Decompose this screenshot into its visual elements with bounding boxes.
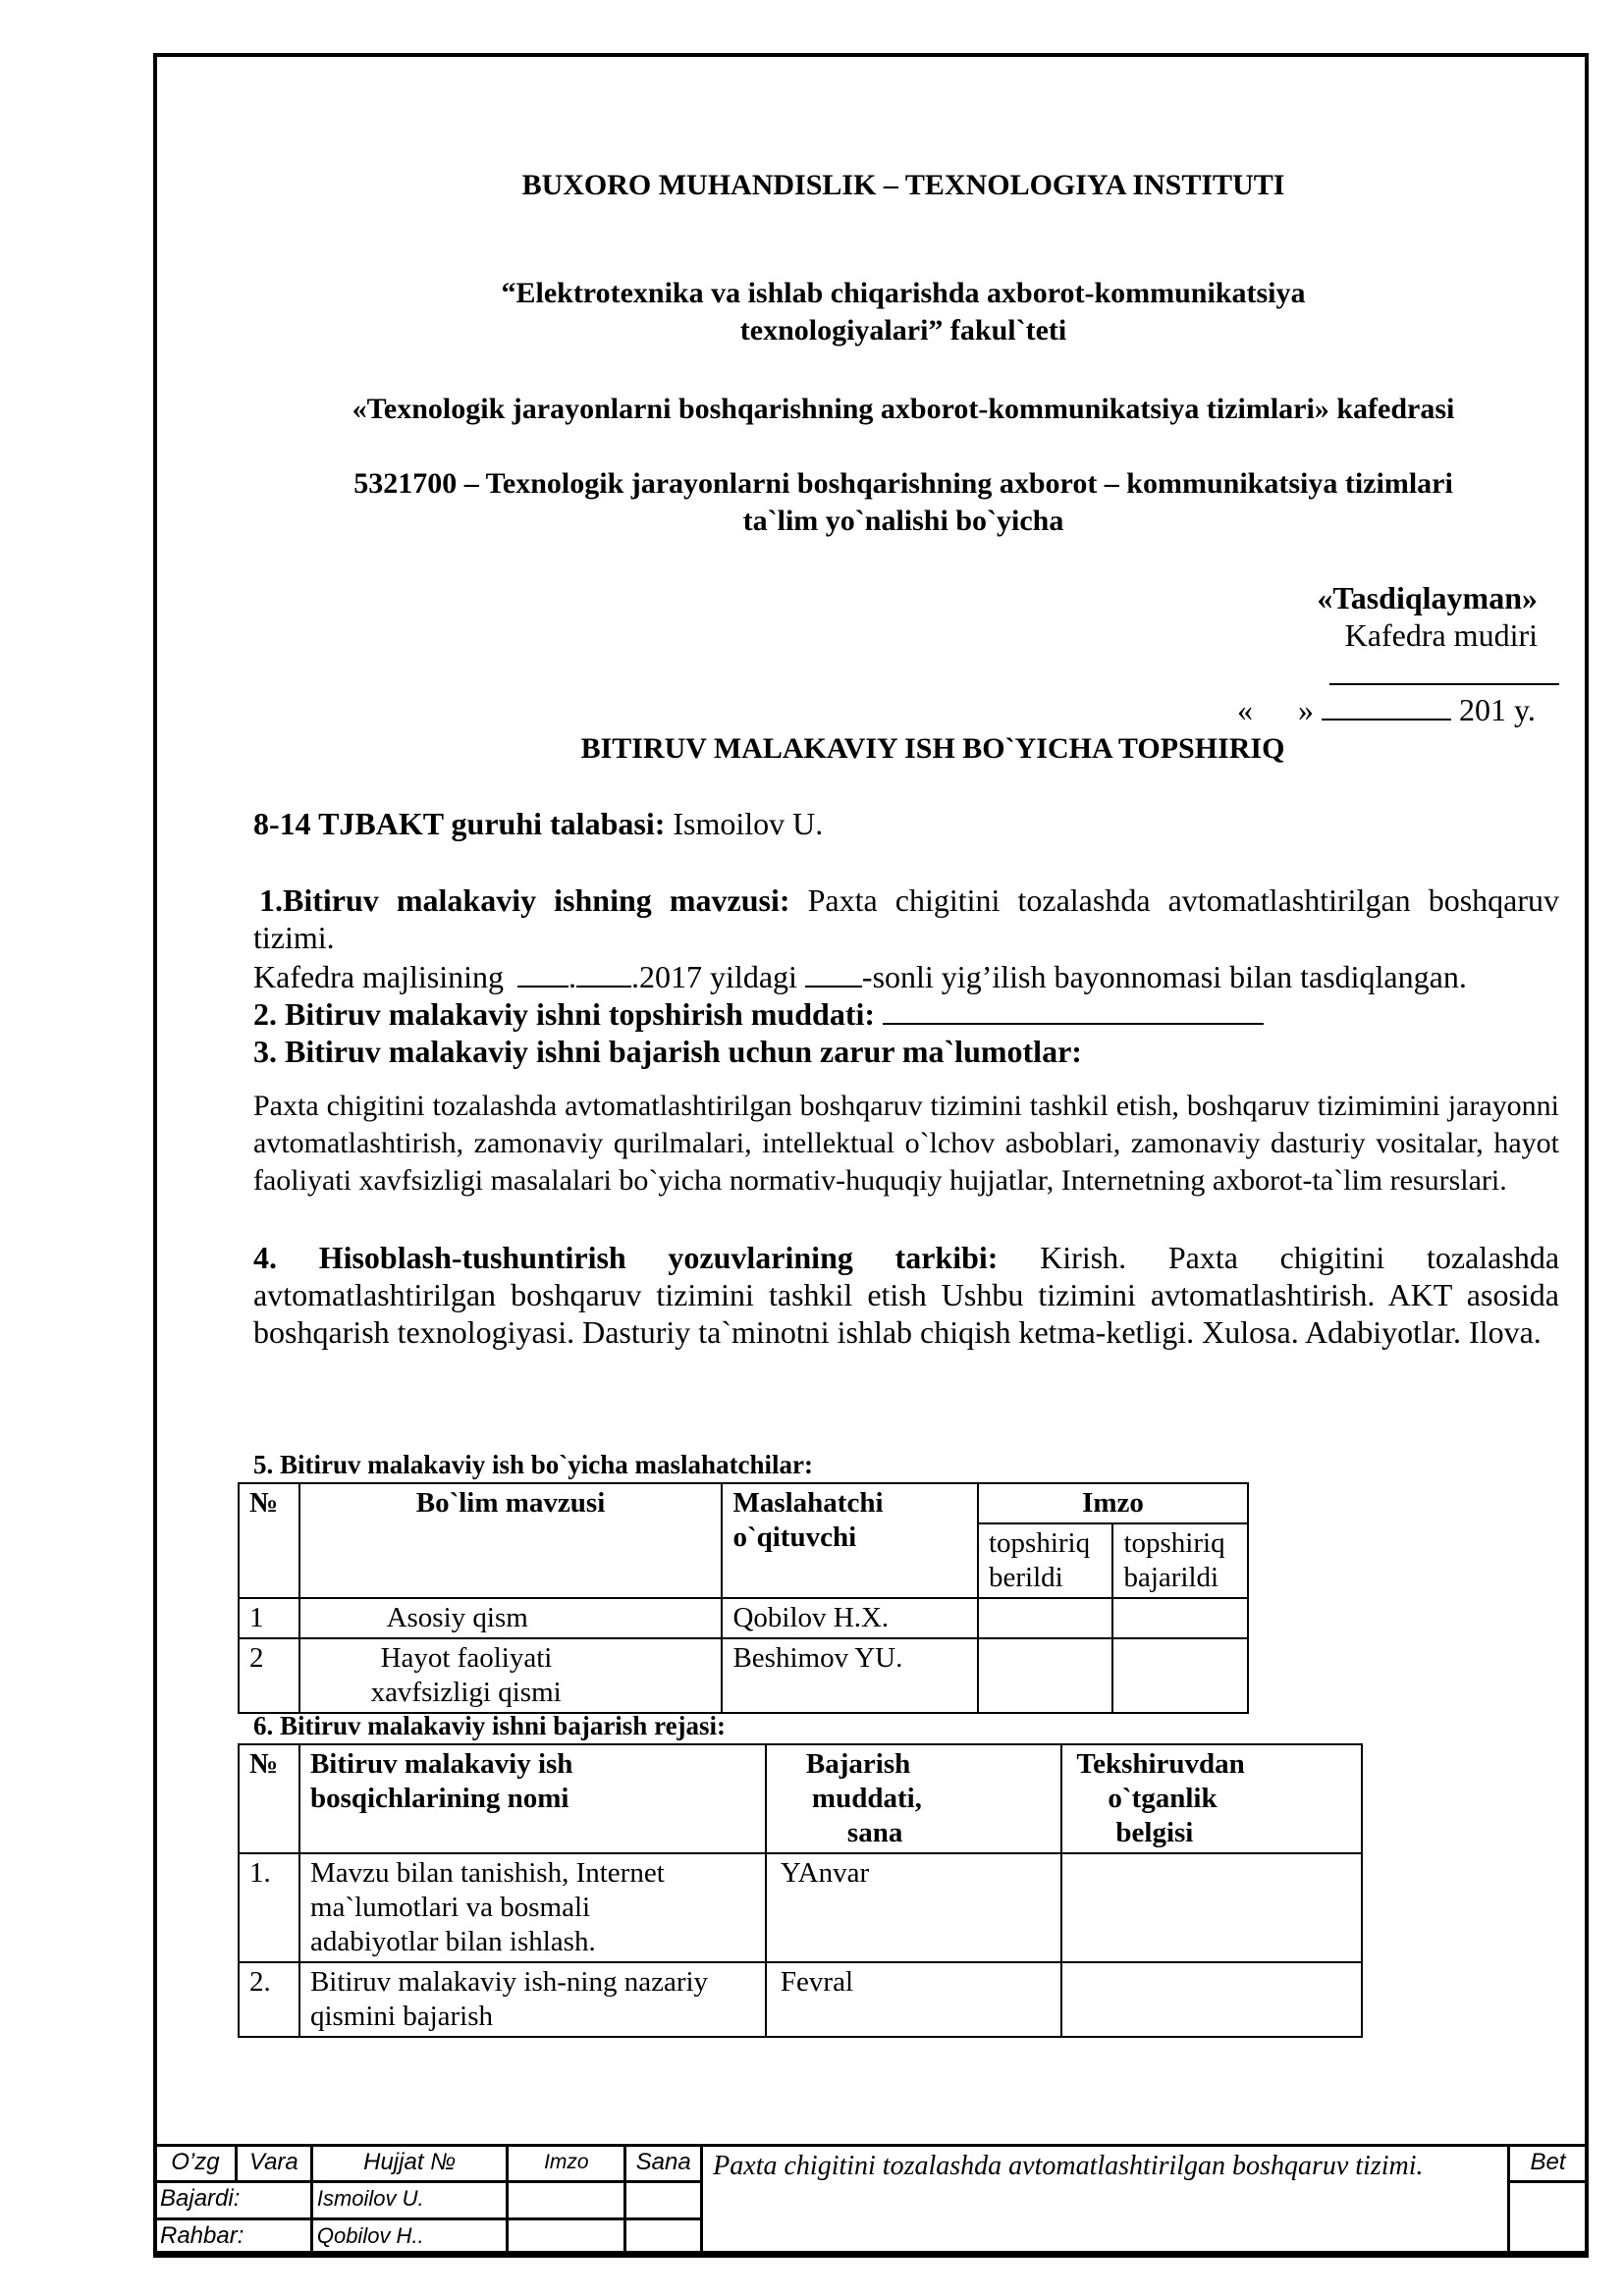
table-row: [239, 1962, 1362, 2037]
stamp-vara: Vara: [236, 2146, 311, 2182]
student-name: Ismoilov U.: [673, 806, 824, 841]
topic-paragraph: [253, 881, 1559, 956]
stamp-bajardi-date: [625, 2182, 702, 2219]
term-header-l1: Bajarish: [805, 1748, 911, 1780]
title-block: [153, 2144, 1589, 2258]
direction-line-1: 5321700 – Texnologik jarayonlarni boshqarishning axborot – kommunikatsiya tizimlari: [353, 467, 1453, 500]
plan-row-check-cell: [1061, 1962, 1362, 2037]
plan-row-stage-l2: qismini bajarish: [309, 2001, 494, 2032]
plan-row-check-cell: [1061, 1853, 1362, 1962]
plan-row-stage: [299, 1962, 766, 2037]
faculty-line-2: texnologiyalari” fakul`teti: [739, 314, 1067, 347]
check-header-l1: Tekshiruvdan: [1076, 1748, 1245, 1780]
stage-header-l1: Bitiruv malakaviy ish: [309, 1748, 573, 1780]
assignment-title: BITIRUV MALAKAVIY ISH BO`YICHA TOPSHIRIQ: [580, 732, 1285, 765]
term-header-l2: muddati,: [811, 1783, 922, 1814]
table-row: [239, 1598, 1248, 1638]
plan-row-stage-l1: Bitiruv malakaviy ish-ning nazariy: [309, 1966, 709, 1998]
col-given-header: [978, 1523, 1112, 1598]
plan-row-stage-l1: Mavzu bilan tanishish, Internet: [309, 1857, 665, 1889]
given-header-l1: topshiriq: [988, 1527, 1091, 1559]
deadline-label: 2. Bitiruv malakaviy ishni topshirish muddati:: [253, 996, 876, 1032]
meeting-day-blank: [517, 958, 568, 988]
stamp-bajardi-sign: [508, 2182, 625, 2219]
faculty-line-1: “Elektrotexnika va ishlab chiqarishda axborot-kommunikatsiya: [501, 277, 1306, 309]
department-name: «Texnologik jarayonlarni boshqarishning axborot-kommunikatsiya tizimlari» kafedrasi: [352, 393, 1455, 425]
plan-col-stage-header: [299, 1744, 766, 1853]
meeting-text-b: .2017 yildagi: [631, 959, 797, 994]
advisor-header-l2: o`qituvchi: [732, 1522, 857, 1553]
row-done-cell: [1112, 1598, 1248, 1638]
plan-col-check-header: [1061, 1744, 1362, 1853]
content-text: Kirish. Paxta chigitini tozalashda avtomatlashtirilgan boshqaruv tizimini tashkil etish Ushbu tizimini avtomatlashtirish. AKT asosida boshqarish texnologiyasi. Dasturiy ta`minotni ishlab chiqish ketma-ketligi. Xulosa. Adabiyotlar. Ilova.: [253, 1240, 1560, 1350]
plan-col-num-header: №: [239, 1744, 299, 1853]
check-header-l3: belgisi: [1115, 1817, 1194, 1848]
table-row: [239, 1853, 1362, 1962]
direction-line-2: ta`lim yo`nalishi bo`yicha: [742, 505, 1064, 537]
meeting-line: Kafedra majlisining . .2017 yildagi -sonli yig’ilish bayonnomasi bilan tasdiqlangan.: [253, 959, 1467, 994]
row-num: 1: [239, 1598, 299, 1638]
done-header-l2: bajarildi: [1123, 1562, 1219, 1593]
plan-row-stage-l2: ma`lumotlari va bosmali: [309, 1892, 591, 1923]
date-close-quote: »: [1298, 692, 1314, 727]
plan-row-stage-l3: adabiyotlar bilan ishlash.: [309, 1926, 596, 1957]
stamp-rahbar-label: Rahbar:: [155, 2219, 312, 2257]
row-advisor: Beshimov YU.: [722, 1638, 978, 1713]
col-advisor-header: [722, 1483, 978, 1598]
topic-text: Paxta chigitini tozalashda avtomatlashtirilgan boshqaruv tizimi.: [253, 882, 1560, 955]
data-text: Paxta chigitini tozalashda avtomatlashtirilgan boshqaruv tizimini tashkil etish, boshqaruv tizimimini jarayonni avtomatlashtirish, zamonaviy qurilmalari, intellektual o`lchov asboblari, zamonaviy dasturiy vositalar, hayot faoliyati xavfsizligi masalalari bo`yicha normativ-huquqiy hujjatlar, Internetning axborot-ta`lim resurslari.: [253, 1090, 1559, 1197]
content-label: 4. Hisoblash-tushuntirish yozuvlarining tarkibi:: [253, 1240, 999, 1275]
given-header-l2: berildi: [988, 1562, 1063, 1593]
topic-label: 1.Bitiruv malakaviy ishning mavzusi:: [259, 882, 790, 918]
advisor-header-l1: Maslahatchi: [732, 1487, 884, 1519]
student-line: [253, 805, 823, 842]
stamp-bet: Bet: [1509, 2146, 1588, 2182]
row-num: 2: [239, 1638, 299, 1713]
stamp-sana: Sana: [625, 2146, 702, 2182]
approval-date: [1237, 691, 1536, 728]
plan-row-stage: [299, 1853, 766, 1962]
stamp-imzo: Imzo: [508, 2146, 625, 2182]
plan-col-term-header: [766, 1744, 1061, 1853]
approval-year: 201 y.: [1459, 692, 1536, 727]
group-label: 8-14 TJBAKT guruhi talabasi:: [253, 806, 666, 841]
col-section-header: [299, 1483, 723, 1598]
row-advisor: Qobilov H.X.: [722, 1598, 978, 1638]
row-section: [299, 1638, 723, 1713]
stamp-bajardi-label: Bajardi:: [155, 2182, 312, 2219]
col-num-header: №: [239, 1483, 299, 1598]
table-row: [239, 1638, 1248, 1713]
meeting-text-a: Kafedra majlisining: [253, 959, 505, 994]
plan-title: 6. Bitiruv malakaviy ishni bajarish rejasi:: [253, 1711, 727, 1740]
stamp-ozg: O’zg: [155, 2146, 237, 2182]
stamp-page-number: [1509, 2182, 1588, 2257]
col-signature-header: Imzo: [978, 1483, 1248, 1523]
stamp-rahbar-sign: [508, 2219, 625, 2257]
row-given-cell: [978, 1638, 1112, 1713]
stage-header-l2: bosqichlarining nomi: [309, 1783, 569, 1814]
data-label: 3. Bitiruv malakaviy ishni bajarish uchun zarur ma`lumotlar:: [253, 1034, 1082, 1069]
institute-name: BUXORO MUHANDISLIK – TEXNOLOGIYA INSTITUTI: [521, 169, 1285, 201]
row-done-cell: [1112, 1638, 1248, 1713]
meeting-text-c: -sonli yig’ilish bayonnomasi bilan tasdiqlangan.: [861, 959, 1467, 994]
done-header-l1: topshiriq: [1123, 1527, 1225, 1559]
consultants-title: 5. Bitiruv malakaviy ish bo`yicha maslahatchilar:: [253, 1450, 814, 1479]
check-header-l2: o`tganlik: [1108, 1783, 1218, 1814]
row-section-l1: Hayot faoliyati: [380, 1642, 553, 1674]
date-open-quote: «: [1237, 692, 1253, 727]
plan-table: [238, 1743, 1363, 2038]
row-section: Asosiy qism: [299, 1598, 723, 1638]
date-blank: [1322, 691, 1451, 721]
plan-row-term: YAnvar: [766, 1853, 1061, 1962]
meeting-month-blank: [576, 958, 631, 988]
row-given-cell: [978, 1598, 1112, 1638]
term-header-l3: sana: [846, 1817, 903, 1848]
section-header-text: Bo`lim mavzusi: [415, 1487, 606, 1519]
consultants-table: [238, 1482, 1249, 1714]
stamp-hujjat: Hujjat №: [311, 2146, 508, 2182]
stamp-rahbar-date: [625, 2219, 702, 2257]
deadline-blank: [883, 995, 1264, 1025]
plan-row-num: 2.: [239, 1962, 299, 2037]
row-section-l2: xavfsizligi qismi: [370, 1677, 562, 1708]
plan-row-term: Fevral: [766, 1962, 1061, 2037]
content-paragraph: [253, 1239, 1559, 1351]
col-done-header: [1112, 1523, 1248, 1598]
stamp-title: Paxta chigitini tozalashda avtomatlashtirilgan boshqaruv tizimi.: [702, 2146, 1509, 2257]
stamp-rahbar-name: Qobilov H..: [311, 2219, 508, 2257]
signature-line: [1329, 683, 1559, 685]
approval-title: «Tasdiqlayman»: [1317, 580, 1538, 615]
stamp-bajardi-name: Ismoilov U.: [311, 2182, 508, 2219]
deadline-line: [253, 995, 1264, 1033]
meeting-number-blank: [805, 958, 862, 988]
plan-row-num: 1.: [239, 1853, 299, 1962]
approval-role: Kafedra mudiri: [1344, 617, 1538, 653]
